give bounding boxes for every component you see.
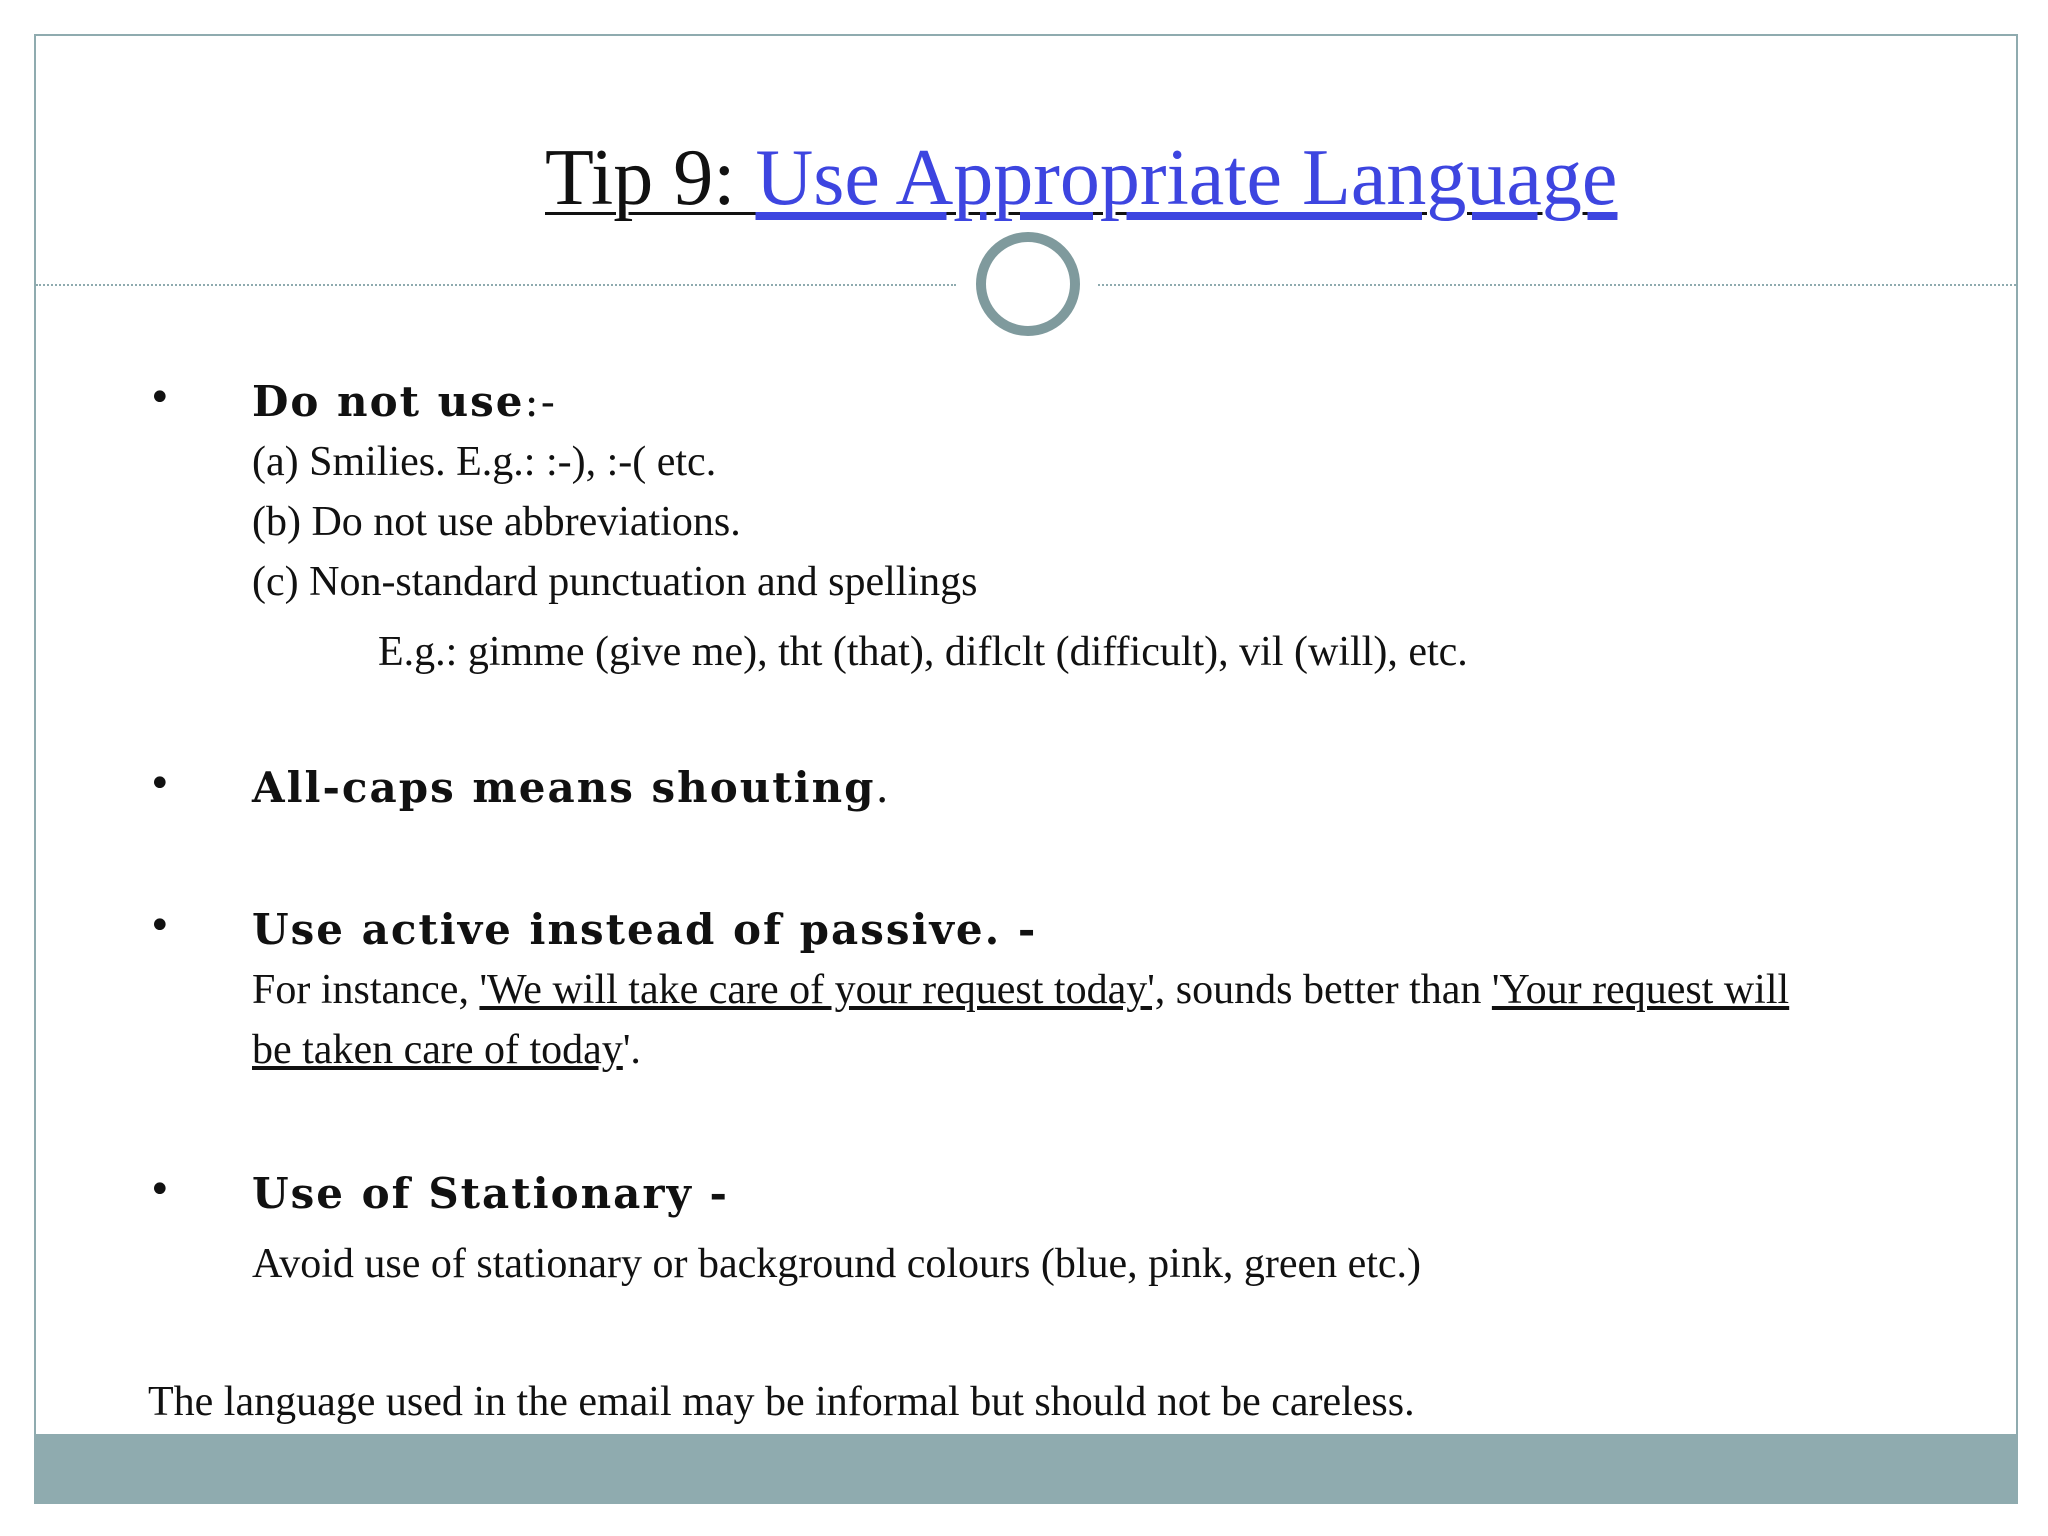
example-text-end: '. — [622, 1027, 641, 1073]
bullet-heading — [252, 758, 1802, 818]
example-line: E.g.: gimme (give me), tht (that), diflclt (difficult), vil (will), etc. — [378, 629, 1468, 675]
sub-item-abbreviations: (b) Do not use abbreviations. — [252, 499, 741, 545]
title-divider-right — [1098, 284, 2016, 286]
example-text-middle: sounds better than — [1165, 967, 1492, 1013]
slide-title — [545, 128, 1617, 228]
closing-statement: The language used in the email may be informal but should not be careless. — [148, 1379, 1415, 1425]
title-prefix: Tip 9: — [545, 134, 756, 222]
divider-ring-ornament — [976, 232, 1080, 336]
bullet-heading — [252, 372, 1802, 432]
example-text-start: For instance, — [252, 967, 480, 1013]
bullet-body — [252, 1164, 1802, 1294]
bullet-heading-text: All-caps means shouting — [252, 763, 876, 812]
bullet-body — [252, 758, 1802, 818]
bullet-marker: • — [148, 375, 172, 421]
bullet-body — [252, 900, 1802, 1080]
stationary-text: Avoid use of stationary or background colours (blue, pink, green etc.) — [252, 1241, 1422, 1287]
bullet-heading: Use of Stationary - — [252, 1169, 729, 1218]
bullet-marker: • — [148, 1167, 172, 1213]
bullet-body — [252, 372, 1802, 682]
bullet-heading: Use active instead of passive. - — [252, 905, 1038, 954]
bullet-heading-tail: :- — [524, 377, 557, 426]
sub-item-punctuation: (c) Non-standard punctuation and spellings — [252, 559, 978, 605]
title-divider-left — [36, 284, 956, 286]
quote-active: 'We will take care of your request today', — [479, 967, 1166, 1013]
sub-item-smilies: (a) Smilies. E.g.: :-), :-( etc. — [252, 439, 717, 485]
title-link[interactable]: Use Appropriate Language — [755, 134, 1618, 222]
footer-band — [34, 1434, 2018, 1504]
active-voice-example — [252, 960, 1802, 1080]
quote-passive: 'Your request will be taken care of today — [252, 967, 1790, 1073]
bullet-heading-text: Do not use — [252, 377, 525, 426]
bullet-heading-tail: . — [875, 763, 891, 812]
bullet-marker: • — [148, 903, 172, 949]
bullet-marker: • — [148, 761, 172, 807]
